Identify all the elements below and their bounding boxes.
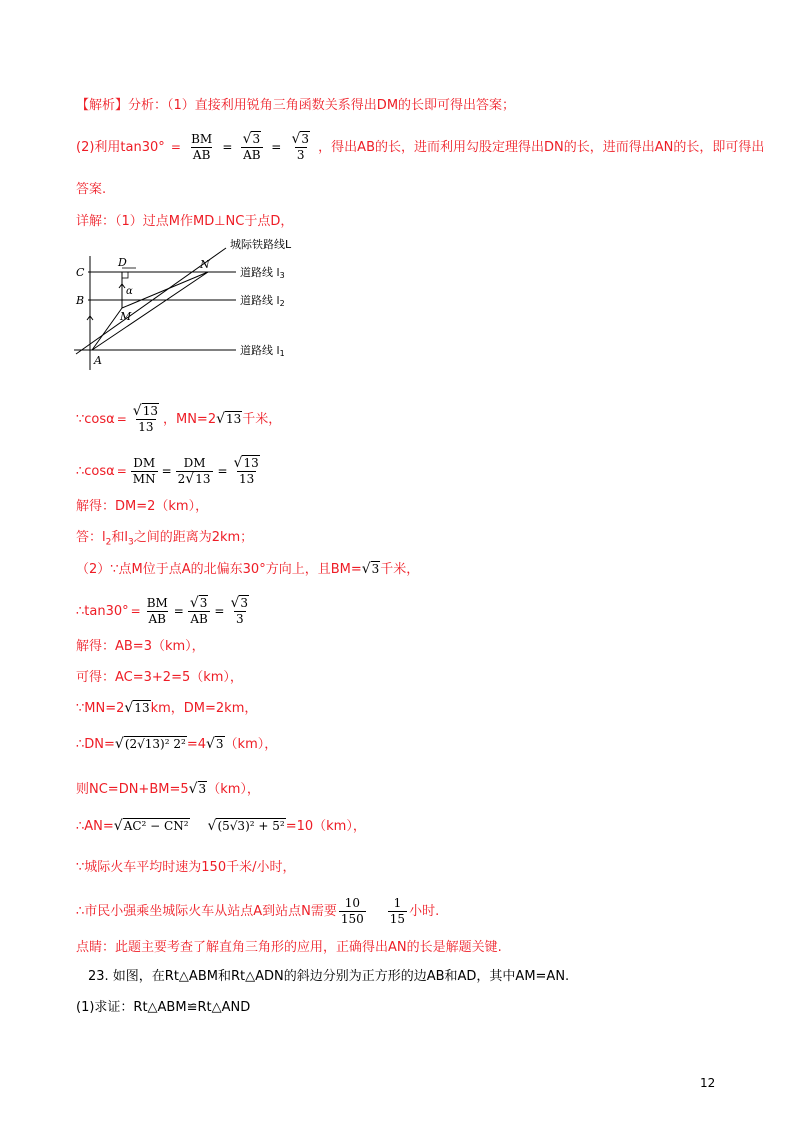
analysis-text-2-pre: (2)利用tan30° (76, 140, 165, 155)
fraction-1-15: $\frac{1}{15}$ (389, 896, 406, 926)
segment-mn (122, 272, 208, 308)
label-d: D (118, 256, 127, 269)
part2-line: （2）∵点M位于点A的北偏东30°方向上，且BM=√3千米， (76, 561, 420, 577)
q23-part1: (1)求证：Rt△ABM≌Rt△AND (76, 1000, 251, 1015)
an-line: ∴AN=√AC² − CN² √(5√3)² + 5²=10（km）， (76, 818, 366, 834)
cos-line: ∵cosα = $\frac{√13}{13}$ ，MN=2√13千米， (76, 403, 282, 434)
tan-line: ∴tan30° = $\frac{BM}{AB}$ = $\frac{√3}{AB}$ = $\frac{√3}{3}$ (76, 596, 253, 627)
road-label-3: 道路线 l3 (240, 266, 285, 280)
label-n: N (200, 258, 210, 271)
road-label-1: 道路线 l1 (240, 344, 285, 358)
fraction-r3-3-2: $\frac{√3}{3}$ (230, 595, 249, 626)
fraction-r13-13: $\frac{√13}{13}$ (132, 403, 158, 434)
page-number: 12 (700, 1076, 716, 1090)
mn-line: ∵MN=2√13km，DM=2km， (76, 700, 258, 716)
road-label-2: 道路线 l2 (240, 294, 285, 308)
nc-line: 则NC=DN+BM=5√3（km）， (76, 781, 260, 797)
analysis-line-2: (2)利用tan30° = $\frac{BM}{AB}$ = $\frac{√3}{AB}$ = $\frac{√3}{3}$ ，得出AB的长，进而利用勾股定理得出DN的长，进而得出AN的长，即可得出 (76, 131, 765, 162)
note-line: 点睛：此题主要考查了解直角三角形的应用，正确得出AN的长是解题关键. (76, 940, 502, 955)
fraction-dm-mn: $\frac{DM}{MN}$ (132, 456, 156, 486)
geometry-figure (70, 232, 310, 372)
fraction-r3-ab: $\frac{√3}{AB}$ (242, 131, 261, 162)
fraction-dm-2r13: $\frac{DM}{2√13}$ (176, 456, 214, 487)
cos2-line: ∴cosα = $\frac{DM}{MN}$ = $\frac{DM}{2√13}$ = $\frac{√13}{13}$ (76, 456, 264, 487)
answer-1: 答：$l_2$和$l_3$之间的距离为2km； (76, 530, 254, 548)
q23-stem: 23. 如图，在Rt△ABM和Rt△ADN的斜边分别为正方形的边AB和AD，其中AM=AN. (88, 969, 570, 984)
analysis-text-1: （1）直接利用锐角三角函数关系得出DM的长即可得出答案； (167, 98, 516, 113)
ac-result: 可得：AC=3+2=5（km）， (76, 670, 243, 685)
label-c: C (76, 266, 85, 279)
right-angle-mark (122, 272, 128, 278)
fraction-bm-ab-2: $\frac{BM}{AB}$ (146, 596, 168, 626)
analysis-tag: 【解析】 (76, 98, 129, 113)
label-alpha: α (126, 286, 133, 297)
label-a: A (94, 354, 102, 367)
fraction-r13-13-b: $\frac{√13}{13}$ (233, 455, 259, 486)
ab-result: 解得：AB=3（km）， (76, 639, 205, 654)
label-m: M (120, 310, 132, 323)
analysis-line-3: 答案. (76, 182, 107, 197)
speed-line: ∵城际火车平均时速为150千米/小时， (76, 860, 296, 875)
dn-line: ∴DN=√(2√13)² 2²=4√3（km）， (76, 736, 278, 752)
eq-sign: = (170, 140, 181, 154)
analysis-line-1 (76, 96, 515, 116)
fraction-10-150: $\frac{10}{150}$ (340, 896, 364, 926)
fraction-r3-3: $\frac{√3}{3}$ (291, 131, 310, 162)
dm-result: 解得：DM=2（km）， (76, 499, 209, 514)
fraction-r3-ab-2: $\frac{√3}{AB}$ (189, 595, 208, 626)
detail-intro: 详解：（1）过点M作MD⊥NC于点D， (76, 214, 294, 229)
analysis-head: 分析： (128, 98, 168, 113)
label-b: B (76, 294, 85, 307)
analysis-text-2-post: ，得出AB的长，进而利用勾股定理得出DN的长，进而得出AN的长，即可得出 (318, 140, 765, 155)
time-line: ∴市民小强乘坐城际火车从站点A到站点N需要 $\frac{10}{150}$ $\frac{1}{15}$ 小时. (76, 896, 440, 926)
segment-an (92, 272, 208, 350)
rail-label: 城际铁路线L (230, 238, 292, 251)
segment-am (92, 308, 122, 350)
fraction-bm-ab: $\frac{BM}{AB}$ (191, 132, 213, 162)
